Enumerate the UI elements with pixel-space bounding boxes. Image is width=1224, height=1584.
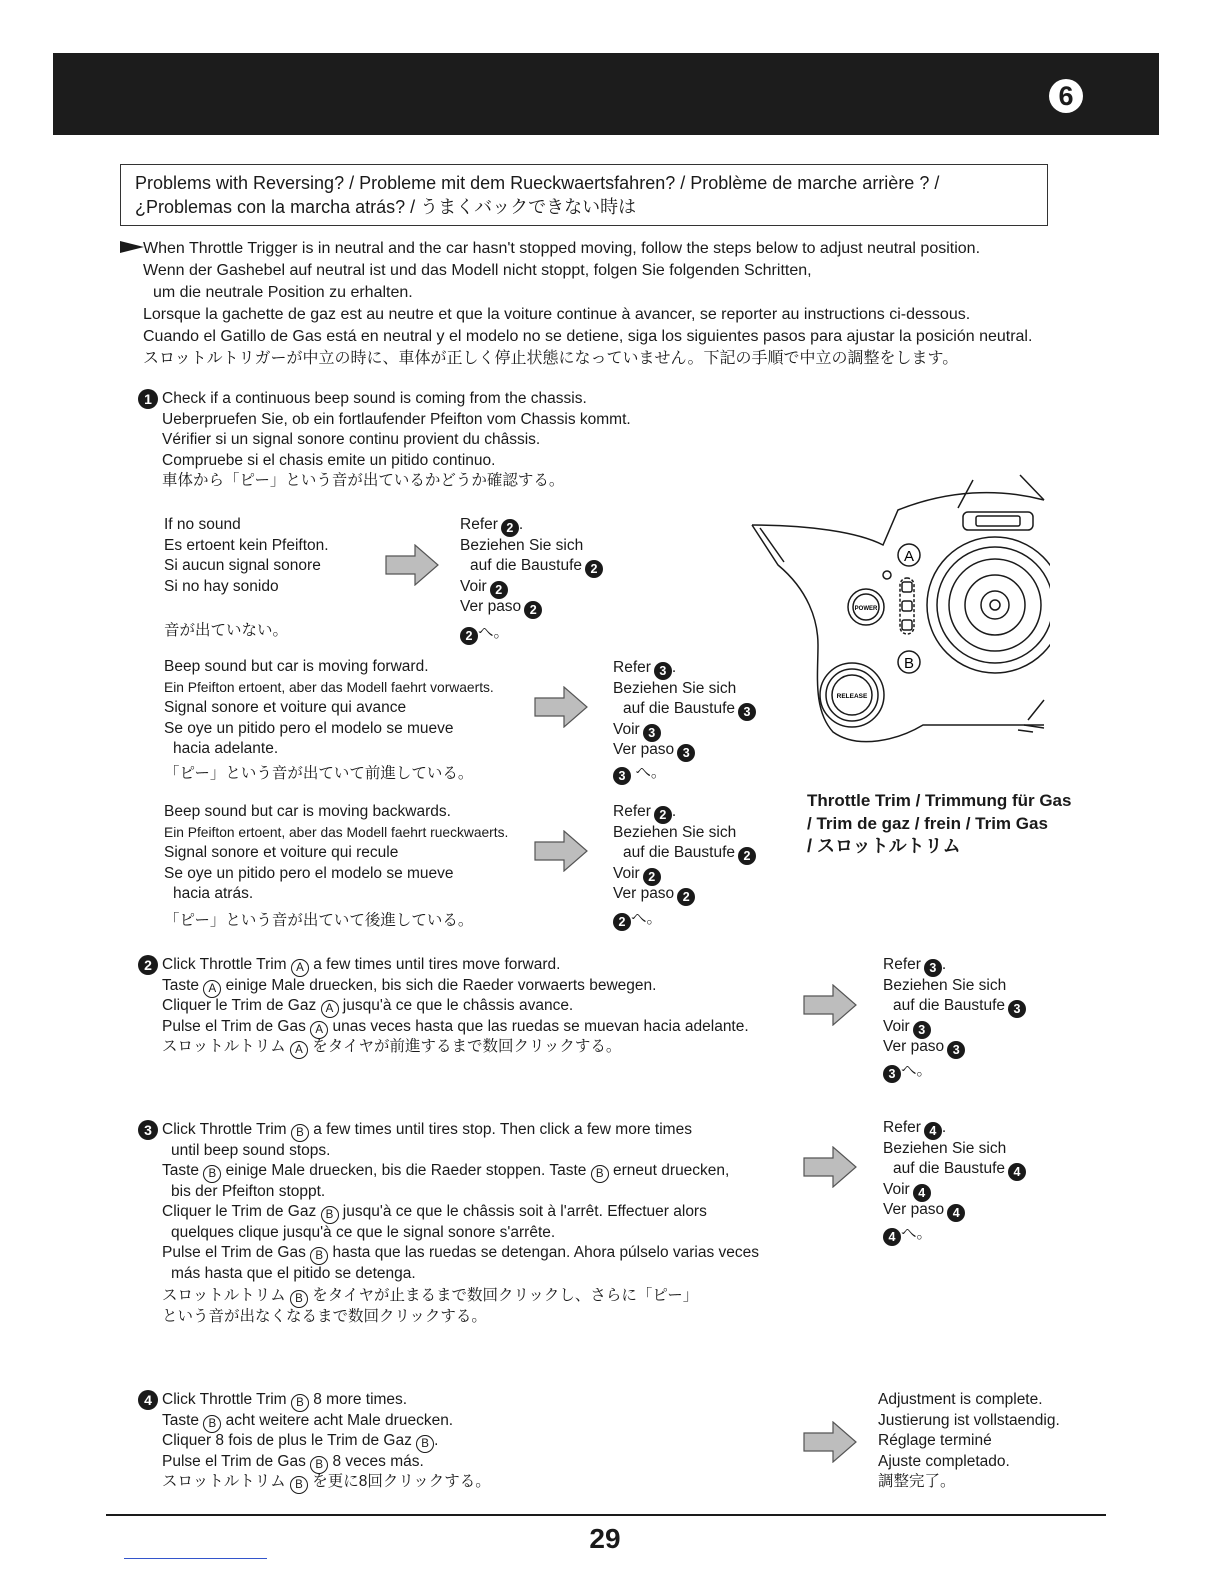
- case-c-line: hacia atrás.: [173, 885, 254, 902]
- step1-line: 車体から「ピー」という音が出ているかどうか確認する。: [162, 472, 565, 489]
- refer-text: Beziehen Sie sich: [460, 536, 584, 554]
- intro-line: スロットルトリガーが中立の時に、車体が正しく停止状態になっていません。下記の手順で中立の調整をします。: [143, 350, 959, 367]
- case-b-line: Ein Pfeifton ertoent, aber das Modell faehrt vorwaerts.: [164, 679, 494, 695]
- step3-line: Pulse el Trim de Gas B hasta que las ruedas se detengan. Ahora púlselo varias veces: [162, 1243, 759, 1264]
- intro-line: Lorsque la gachette de gaz est au neutre et que la voiture continue à avancer, se reporter au instructions ci-dessous.: [143, 306, 971, 323]
- refer-text: Ver paso: [883, 1038, 945, 1055]
- step-ref-icon: 2: [654, 806, 672, 824]
- step3-line: Taste B einige Male druecken, bis die Raeder stoppen. Taste B erneut druecken,: [162, 1161, 759, 1182]
- intro-line: Wenn der Gashebel auf neutral ist und das Modell nicht stoppt, folgen Sie folgenden Schritten,: [143, 262, 812, 279]
- case-b-line: Beep sound but car is moving forward.: [164, 658, 429, 675]
- step4-line: スロットルトリム B を更に8回クリックする。: [162, 1472, 491, 1493]
- circle-b-icon: B: [310, 1247, 328, 1265]
- refer-text: Refer: [460, 516, 498, 533]
- refer-text: auf die Baustufe: [893, 1160, 1006, 1177]
- step1-text: [162, 389, 631, 492]
- refer-text: Beziehen Sie sich: [613, 679, 737, 697]
- step-ref-icon: 2: [524, 601, 542, 619]
- refer-text: Beziehen Sie sich: [883, 976, 1007, 994]
- step1-number-icon: 1: [138, 389, 158, 409]
- title-box: [120, 164, 1048, 226]
- case-b-line: Se oye un pitido pero el modelo se mueve: [164, 719, 454, 737]
- footer-link-line: [124, 1558, 267, 1559]
- step-ref-icon: 2: [613, 913, 631, 931]
- caption-line: / Trim de gaz / frein / Trim Gas: [807, 813, 1048, 833]
- step3-line: quelques clique jusqu'à ce que le signal sonore s'arrête.: [171, 1223, 556, 1241]
- refer-text: Ver paso: [613, 885, 675, 902]
- result-line: 調整完了。: [878, 1473, 956, 1490]
- step4-text: [162, 1390, 491, 1493]
- step3-line: más hasta que el pitido se detenga.: [171, 1264, 416, 1282]
- case-b-jp: 「ピー」という音が出ていて前進している。: [164, 765, 474, 782]
- step3-line: Cliquer le Trim de Gaz B jusqu'à ce que le châssis soit à l'arrêt. Effectuer alors: [162, 1202, 759, 1223]
- case-a-text: [164, 515, 329, 597]
- step4-number-icon: 4: [138, 1390, 158, 1410]
- refer-text: Ver paso: [460, 598, 522, 615]
- step3-line: until beep sound stops.: [171, 1141, 331, 1159]
- step4-line: Click Throttle Trim B 8 more times.: [162, 1390, 491, 1411]
- case-b-text: [164, 657, 494, 760]
- refer-text: へ。: [901, 1061, 933, 1079]
- case-c-jp: 「ピー」という音が出ていて後進している。: [164, 912, 474, 929]
- step-ref-icon: 3: [654, 662, 672, 680]
- refer-text: Refer: [883, 956, 921, 973]
- refer-text: auf die Baustufe: [623, 700, 736, 717]
- refer-text: Voir: [613, 720, 640, 738]
- refer-text: Voir: [883, 1017, 910, 1035]
- trim-a-label: A: [903, 548, 915, 565]
- refer-text: へ。: [635, 763, 667, 781]
- result-line: Ajuste completado.: [878, 1452, 1010, 1470]
- case-a-line: Si aucun signal sonore: [164, 557, 321, 574]
- step4-line: Taste B acht weitere acht Male druecken.: [162, 1411, 491, 1432]
- step3-line: bis der Pfeifton stoppt.: [171, 1182, 326, 1200]
- refer-text: auf die Baustufe: [623, 844, 736, 861]
- transmitter-diagram: [748, 470, 1050, 750]
- title-line-2: ¿Problemas con la marcha atrás? / うまくバックできない時は: [135, 197, 637, 217]
- refer-text: Refer: [883, 1119, 921, 1136]
- case-b-line: hacia adelante.: [173, 740, 279, 757]
- refer-text: Beziehen Sie sich: [613, 823, 737, 841]
- refer-text: Voir: [460, 577, 487, 595]
- circle-b-icon: B: [290, 1290, 308, 1308]
- step-ref-icon: 2: [738, 847, 756, 865]
- refer-text: Refer: [613, 659, 651, 676]
- circle-b-icon: B: [290, 1476, 308, 1494]
- refer-text: Voir: [883, 1180, 910, 1198]
- step-ref-icon: 3: [643, 724, 661, 742]
- step-ref-icon: 3: [924, 959, 942, 977]
- step2-line: Taste A einige Male druecken, bis sich die Raeder vorwaerts bewegen.: [162, 976, 749, 997]
- step-ref-icon: 2: [490, 581, 508, 599]
- step-ref-icon: 2: [501, 519, 519, 537]
- case-a-line: Si no hay sonido: [164, 577, 279, 595]
- step-ref-icon: 3: [883, 1065, 901, 1083]
- step2-text: [162, 955, 749, 1058]
- throttle-trim-caption: [807, 790, 1071, 858]
- step3-number-icon: 3: [138, 1120, 158, 1140]
- circle-b-icon: B: [321, 1206, 339, 1224]
- page-number: 29: [589, 1523, 621, 1554]
- refer-text: へ。: [631, 909, 663, 927]
- step2-line: スロットルトリム A をタイヤが前進するまで数回クリックする。: [162, 1037, 749, 1058]
- step3-line: スロットルトリム B をタイヤが止まるまで数回クリックし、さらに「ピー」: [162, 1286, 759, 1307]
- step-ref-icon: 3: [613, 767, 631, 785]
- step-ref-icon: 3: [738, 703, 756, 721]
- refer-text: auf die Baustufe: [893, 997, 1006, 1014]
- step4-line: Cliquer 8 fois de plus le Trim de Gaz B .: [162, 1431, 491, 1452]
- arrow-right-icon: [803, 984, 857, 1026]
- circle-b-icon: B: [203, 1415, 221, 1433]
- arrow-right-icon: [803, 1146, 857, 1188]
- case-b-refer: Refer 3 . Beziehen Sie sich auf die Baustufe 3 Voir 3 Ver paso 3 3 へ。: [613, 658, 756, 783]
- step-ref-icon: 3: [913, 1021, 931, 1039]
- step3-line: という音が出なくなるまで数回クリックする。: [162, 1307, 487, 1325]
- case-c-refer: Refer 2 . Beziehen Sie sich auf die Baustufe 2 Voir 2 Ver paso 2 2 へ。: [613, 802, 756, 929]
- refer-text: へ。: [901, 1224, 933, 1242]
- step4-line: Pulse el Trim de Gas B 8 veces más.: [162, 1452, 491, 1473]
- step2-line: Pulse el Trim de Gas A unas veces hasta que las ruedas se muevan hacia adelante.: [162, 1017, 749, 1038]
- title-line-1: Problems with Reversing? / Probleme mit dem Rueckwaertsfahren? / Problème de marche arrière ? /: [135, 173, 940, 193]
- step4-result: [878, 1390, 1060, 1493]
- step1-line: Check if a continuous beep sound is coming from the chassis.: [162, 390, 587, 407]
- header-bar: [53, 53, 1159, 135]
- trim-b-label: B: [903, 655, 915, 672]
- refer-text: Ver paso: [883, 1201, 945, 1218]
- circle-b-icon: B: [591, 1165, 609, 1183]
- result-line: Réglage terminé: [878, 1432, 992, 1449]
- step2-number-icon: 2: [138, 955, 158, 975]
- result-line: Adjustment is complete.: [878, 1391, 1043, 1408]
- step-badge: 6: [1049, 79, 1083, 113]
- case-c-line: Signal sonore et voiture qui recule: [164, 844, 399, 861]
- step-ref-icon: 4: [883, 1228, 901, 1246]
- case-a-line: Es ertoent kein Pfeifton.: [164, 536, 329, 554]
- step1-line: Vérifier si un signal sonore continu provient du châssis.: [162, 431, 541, 448]
- pointer-arrow-icon: [120, 240, 144, 254]
- step2-refer: Refer 3 . Beziehen Sie sich auf die Baustufe 3 Voir 3 Ver paso 3 3 へ。: [883, 955, 1026, 1081]
- refer-text: Ver paso: [613, 741, 675, 758]
- step-ref-icon: 2: [643, 868, 661, 886]
- step3-line: Click Throttle Trim B a few times until tires stop. Then click a few more times: [162, 1120, 759, 1141]
- case-c-line: Ein Pfeifton ertoent, aber das Modell faehrt rueckwaerts.: [164, 824, 509, 840]
- step-ref-icon: 3: [677, 744, 695, 762]
- step-ref-icon: 2: [677, 888, 695, 906]
- circle-b-icon: B: [291, 1124, 309, 1142]
- result-line: Justierung ist vollstaendig.: [878, 1411, 1060, 1429]
- step-ref-icon: 4: [924, 1122, 942, 1140]
- case-c-line: Beep sound but car is moving backwards.: [164, 803, 451, 820]
- circle-b-icon: B: [291, 1394, 309, 1412]
- step-ref-icon: 2: [460, 627, 478, 645]
- step2-line: Click Throttle Trim A a few times until tires move forward.: [162, 955, 749, 976]
- step-ref-icon: 4: [947, 1204, 965, 1222]
- release-label: RELEASE: [836, 693, 868, 700]
- intro-text: [143, 238, 1032, 370]
- intro-line: um die neutrale Position zu erhalten.: [153, 284, 413, 301]
- arrow-right-icon: [803, 1421, 857, 1463]
- refer-text: へ。: [478, 623, 510, 641]
- circle-a-icon: A: [290, 1041, 308, 1059]
- footer-rule: [106, 1514, 1106, 1516]
- step2-line: Cliquer le Trim de Gaz A jusqu'à ce que le châssis avance.: [162, 996, 749, 1017]
- step-ref-icon: 3: [1008, 1000, 1026, 1018]
- caption-line: Throttle Trim / Trimmung für Gas: [807, 791, 1072, 810]
- case-b-line: Signal sonore et voiture qui avance: [164, 699, 407, 716]
- arrow-right-icon: [534, 686, 588, 728]
- case-a-line: If no sound: [164, 516, 241, 533]
- step1-line: Compruebe si el chasis emite un pitido continuo.: [162, 451, 496, 469]
- caption-line: / スロットルトリム: [807, 836, 961, 856]
- refer-text: Voir: [613, 864, 640, 882]
- case-c-text: [164, 802, 508, 905]
- circle-a-icon: A: [291, 959, 309, 977]
- intro-line: When Throttle Trigger is in neutral and the car hasn't stopped moving, follow the steps below to adjust neutral position.: [143, 240, 981, 257]
- refer-text: auf die Baustufe: [470, 557, 583, 574]
- step-ref-icon: 2: [585, 560, 603, 578]
- circle-a-icon: A: [310, 1021, 328, 1039]
- step-ref-icon: 4: [1008, 1163, 1026, 1181]
- arrow-right-icon: [385, 544, 439, 586]
- circle-a-icon: A: [203, 980, 221, 998]
- intro-line: Cuando el Gatillo de Gas está en neutral y el modelo no se detiene, siga los siguientes pasos para ajustar la posición neutral.: [143, 328, 1033, 345]
- case-a-refer: Refer 2 . Beziehen Sie sich auf die Baustufe 2 Voir 2 Ver paso 2 2 へ。: [460, 515, 603, 643]
- circle-a-icon: A: [321, 1000, 339, 1018]
- power-label: POWER: [854, 606, 878, 612]
- step1-line: Ueberpruefen Sie, ob ein fortlaufender Pfeifton vom Chassis kommt.: [162, 410, 631, 428]
- arrow-right-icon: [534, 830, 588, 872]
- refer-text: Beziehen Sie sich: [883, 1139, 1007, 1157]
- circle-b-icon: B: [416, 1435, 434, 1453]
- step-ref-icon: 3: [947, 1041, 965, 1059]
- circle-b-icon: B: [310, 1456, 328, 1474]
- step-ref-icon: 4: [913, 1184, 931, 1202]
- refer-text: Refer: [613, 803, 651, 820]
- case-a-jp: 音が出ていない。: [164, 622, 289, 639]
- step3-text: [162, 1120, 759, 1327]
- case-c-line: Se oye un pitido pero el modelo se mueve: [164, 864, 454, 882]
- step3-refer: Refer 4 . Beziehen Sie sich auf die Baustufe 4 Voir 4 Ver paso 4 4 へ。: [883, 1118, 1026, 1244]
- circle-b-icon: B: [203, 1165, 221, 1183]
